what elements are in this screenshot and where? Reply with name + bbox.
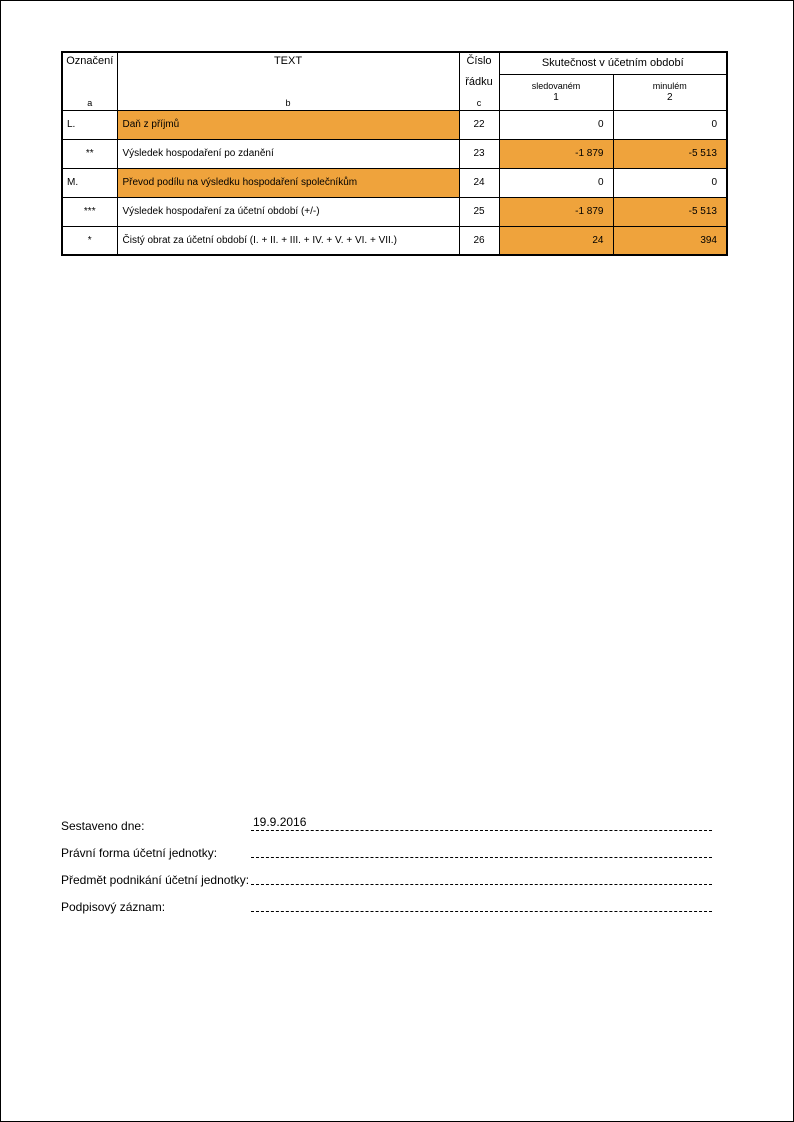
row-oznaceni: M. [62,168,117,197]
table-row [62,139,727,168]
row-number: 24 [459,168,499,197]
financial-statement-table [61,51,728,256]
footer-field-label: Podpisový záznam: [61,900,166,914]
header-text-letter: b [285,97,291,108]
row-number: 26 [459,226,499,255]
row-value-previous: 0 [613,110,727,139]
header-oznaceni [62,52,117,110]
header-oznaceni-label: Označení [66,55,114,67]
header-sledovanem-label: sledovaném [531,80,581,91]
row-number: 22 [459,110,499,139]
header-cislo-letter: c [476,97,482,108]
row-value-current: 24 [499,226,613,255]
row-text: Převod podílu na výsledku hospodaření společníkům [117,168,459,197]
header-sledovanem-num: 1 [553,91,559,103]
row-number: 23 [459,139,499,168]
table-row [62,168,727,197]
header-oznaceni-letter: a [87,97,93,108]
row-oznaceni: * [62,226,117,255]
header-sledovanem [499,74,613,110]
header-cislo-radku [459,52,499,110]
table-row [62,110,727,139]
footer-field-value: 19.9.2016 [253,815,307,829]
row-value-current: -1 879 [499,197,613,226]
financial-statement-table-wrap [61,51,726,256]
table-row [62,226,727,255]
footer-field-line [251,896,712,912]
header-text [117,52,459,110]
header-text-label: TEXT [273,55,303,67]
row-number: 25 [459,197,499,226]
footer-field-label: Předmět podnikání účetní jednotky: [61,873,250,887]
footer-field-label: Právní forma účetní jednotky: [61,846,218,860]
header-minulem-label: minulém [652,80,687,91]
row-text: Daň z příjmů [117,110,459,139]
footer-field-line [251,869,712,885]
footer-block [61,813,712,921]
row-value-current: 0 [499,110,613,139]
row-value-previous: -5 513 [613,139,727,168]
row-value-previous: 0 [613,168,727,197]
row-oznaceni: ** [62,139,117,168]
row-oznaceni: L. [62,110,117,139]
footer-field-pravni-forma [61,840,712,867]
row-text: Výsledek hospodaření po zdanění [117,139,459,168]
header-cislo-line1: Číslo [466,55,492,67]
footer-field-label: Sestaveno dne: [61,819,145,833]
row-text: Výsledek hospodaření za účetní období (+/-) [117,197,459,226]
row-value-previous: 394 [613,226,727,255]
row-value-current: -1 879 [499,139,613,168]
table-row [62,197,727,226]
footer-field-sestaveno-dne [61,813,712,840]
header-skutecnost: Skutečnost v účetním období [499,52,727,74]
footer-field-podpisovy-zaznam [61,894,712,921]
row-text: Čistý obrat za účetní období (I. + II. + III. + IV. + V. + VI. + VII.) [117,226,459,255]
row-oznaceni: *** [62,197,117,226]
footer-field-predmet-podnikani [61,867,712,894]
footer-field-line [251,842,712,858]
row-value-previous: -5 513 [613,197,727,226]
header-minulem-num: 2 [666,91,673,103]
row-value-current: 0 [499,168,613,197]
header-minulem [613,74,727,110]
footer-field-line [251,815,712,831]
header-cislo-line2: řádku [465,76,493,89]
